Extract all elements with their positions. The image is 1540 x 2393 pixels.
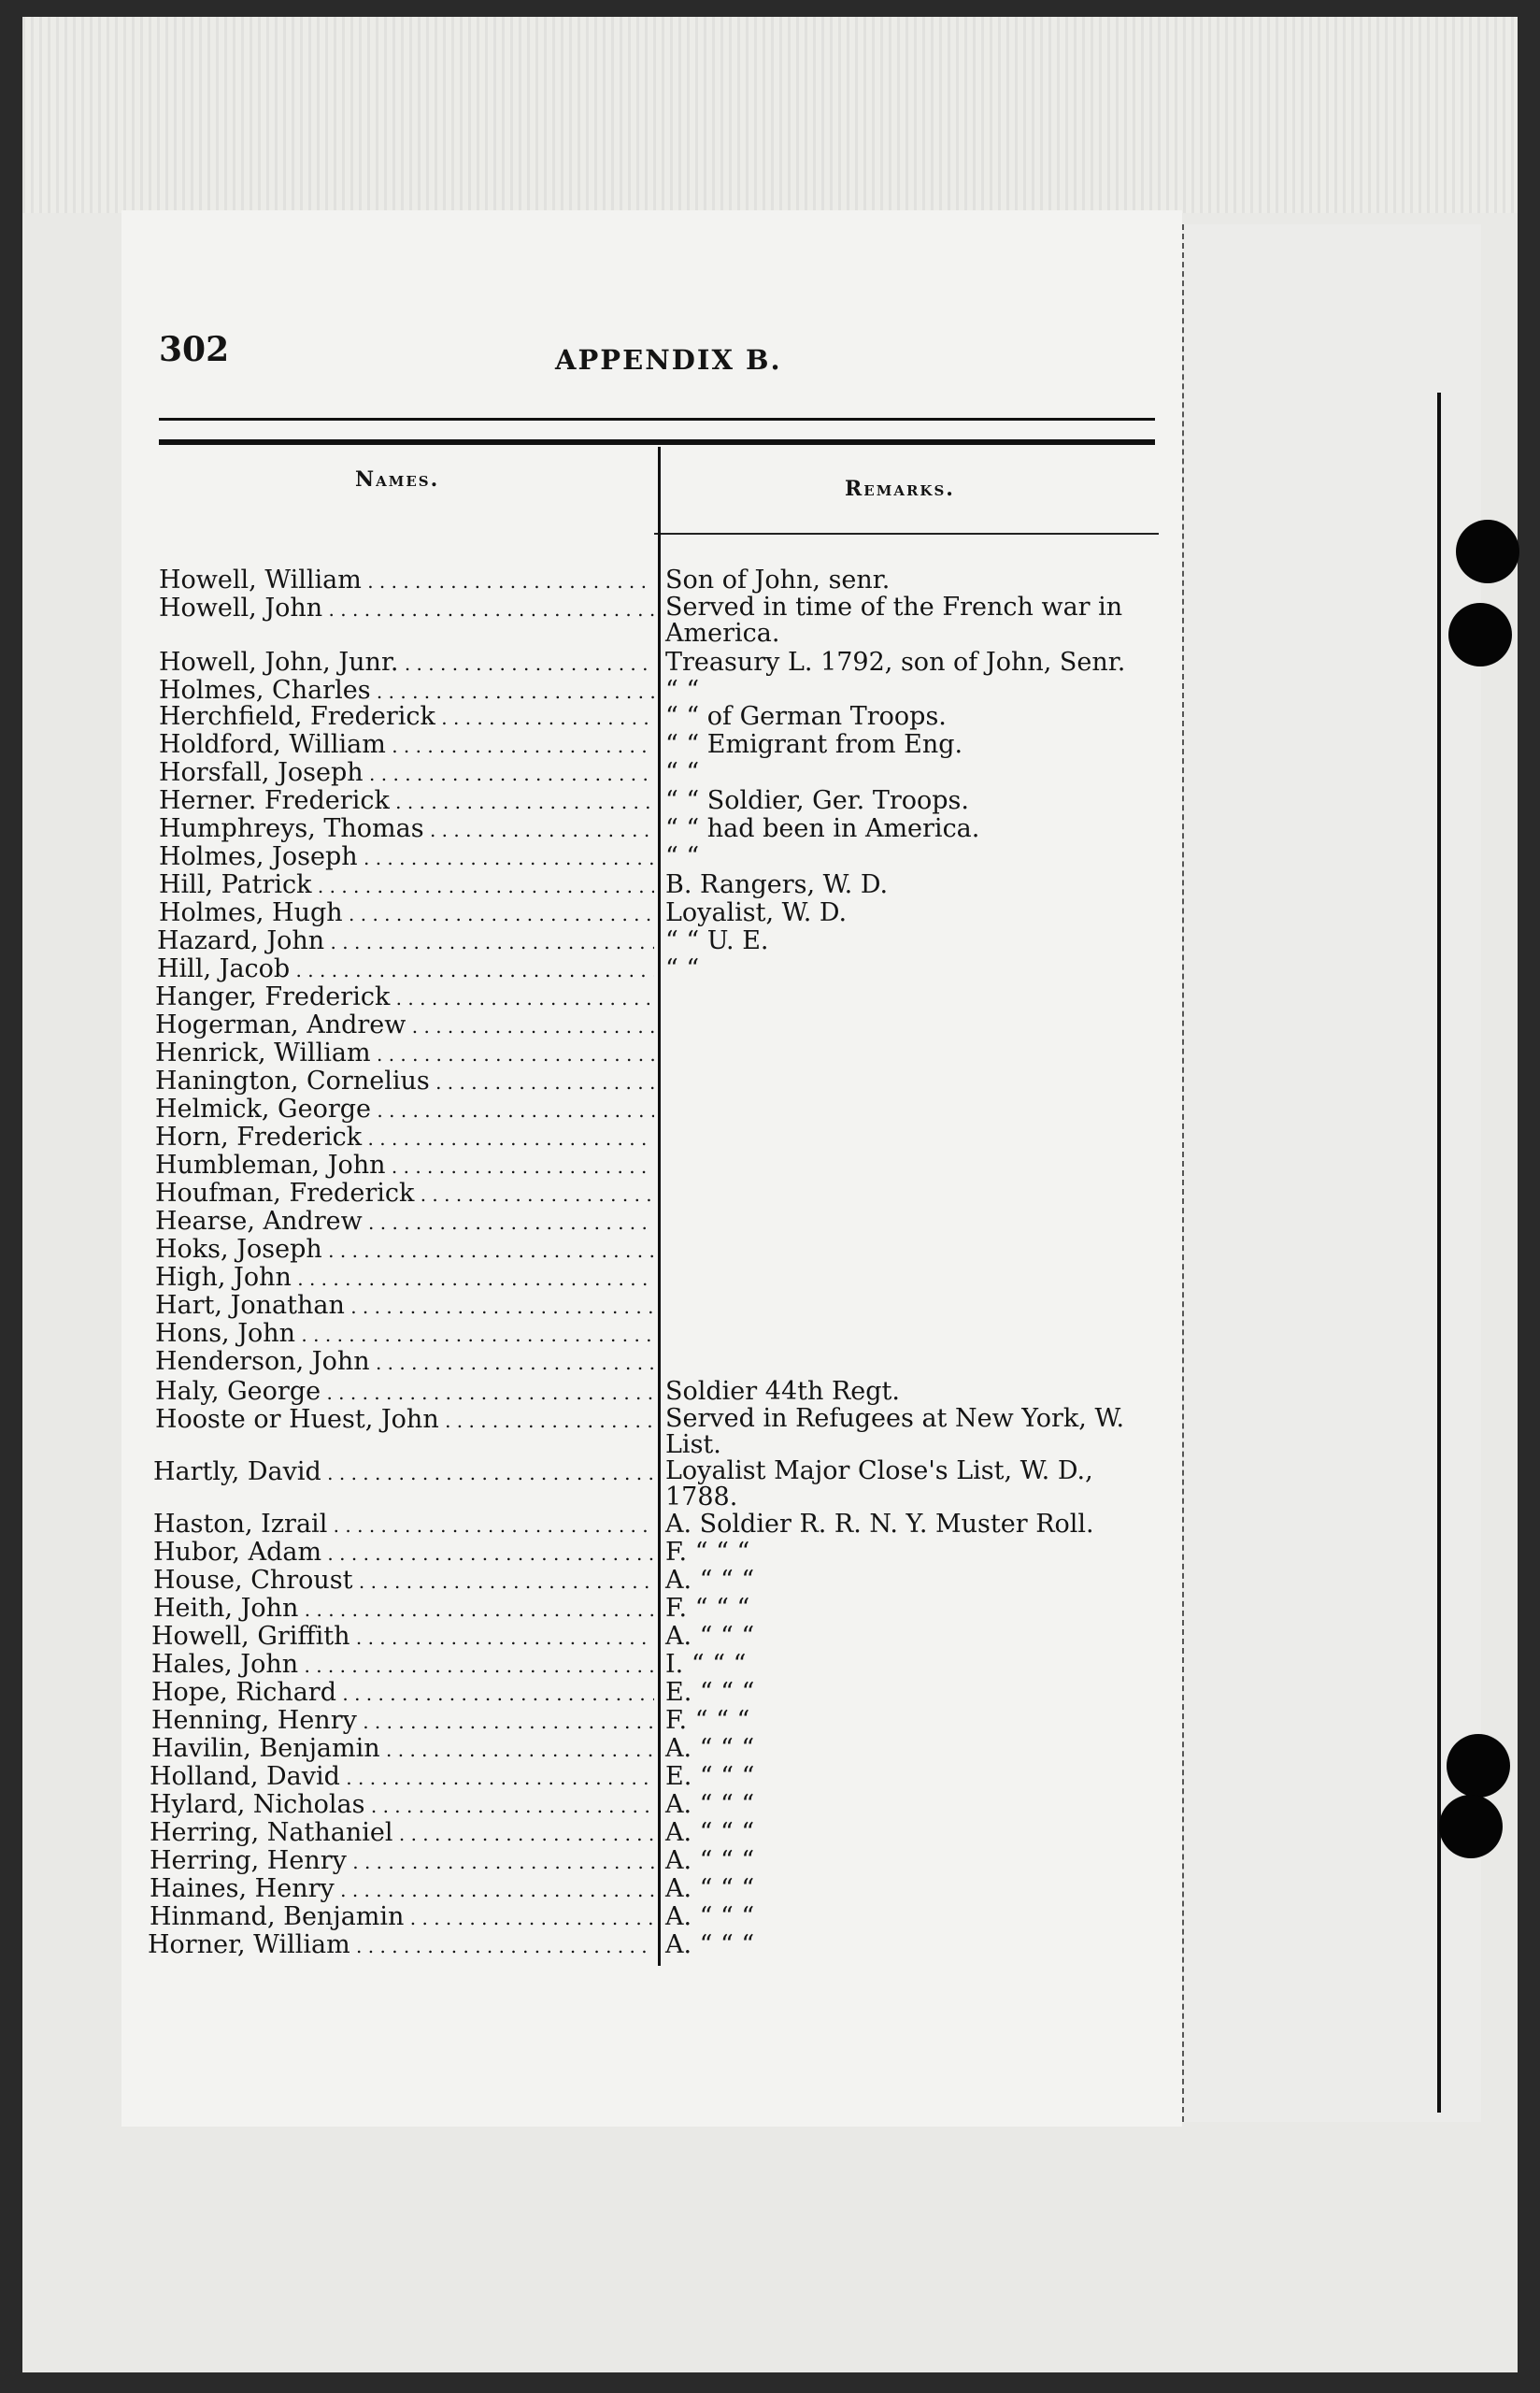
- row-name: Hooste or Huest, John . . .: [155, 1406, 654, 1435]
- row-remark: “ “ of German Troops.: [665, 702, 947, 731]
- row-remark: “ “ U. E.: [665, 926, 769, 955]
- row-name: Hanington, Cornelius . . .: [155, 1068, 654, 1096]
- row-remark: Treasury L. 1792, son of John, Senr.: [665, 648, 1126, 677]
- row-remark: B. Rangers, W. D.: [665, 870, 889, 899]
- row-name: Holmes, Joseph . . .: [159, 843, 654, 872]
- row-remark: A. “ “ “: [665, 1734, 755, 1763]
- row-name: Houfman, Frederick . . .: [155, 1180, 654, 1209]
- row-name: House, Chroust . . .: [153, 1567, 654, 1596]
- column-header-remarks: Remarks.: [845, 477, 955, 501]
- row-name: Henderson, John . . .: [155, 1348, 654, 1377]
- row-remark: A. “ “ “: [665, 1874, 755, 1903]
- header-rule-thick: [159, 439, 1155, 445]
- row-name: Hubor, Adam . . .: [153, 1539, 654, 1568]
- row-remark: Loyalist, W. D.: [665, 898, 848, 927]
- row-name: Humphreys, Thomas . . .: [159, 815, 654, 844]
- row-remark: A. “ “ “: [665, 1846, 755, 1875]
- row-name: Howell, John . . .: [159, 595, 654, 623]
- running-head: APPENDIX B.: [555, 344, 782, 376]
- row-name: Hart, Jonathan . . .: [155, 1292, 654, 1321]
- row-name: Horn, Frederick . . .: [155, 1124, 654, 1153]
- row-name: Hazard, John . . .: [157, 927, 654, 956]
- row-name: Howell, William . . .: [159, 566, 654, 595]
- row-name: Hogerman, Andrew . . .: [155, 1011, 654, 1040]
- punch-hole: [1456, 520, 1519, 583]
- row-name: Holdford, William . . .: [159, 731, 654, 760]
- row-remark: “ “ had been in America.: [665, 814, 980, 843]
- punch-hole: [1439, 1795, 1503, 1858]
- row-remark: Served in time of the French war in America.: [665, 593, 1123, 648]
- column-divider: [658, 447, 661, 1966]
- row-name: Henning, Henry . . .: [151, 1707, 654, 1736]
- row-name: Heith, John . . .: [153, 1595, 654, 1624]
- row-name: Holland, David . . .: [150, 1763, 654, 1792]
- row-name: Hartly, David . . .: [153, 1458, 654, 1487]
- row-remark: I. “ “ “: [665, 1650, 747, 1679]
- row-name: Havilin, Benjamin . . .: [151, 1735, 654, 1764]
- row-name: Helmick, George . . .: [155, 1096, 654, 1125]
- row-remark: F. “ “ “: [665, 1538, 750, 1567]
- row-name: Holmes, Charles . . .: [159, 677, 654, 706]
- row-name: Howell, John, Junr. . . .: [159, 649, 654, 678]
- row-remark: A. “ “ “: [665, 1790, 755, 1819]
- row-remark: “ “ Emigrant from Eng.: [665, 730, 963, 759]
- row-name: Hanger, Frederick . . .: [155, 983, 654, 1012]
- row-remark: A. “ “ “: [665, 1902, 755, 1931]
- row-name: Herring, Nathaniel . . .: [150, 1819, 654, 1848]
- row-remark: Soldier 44th Regt.: [665, 1377, 900, 1406]
- row-name: Haines, Henry . . .: [150, 1875, 654, 1904]
- page-number: 302: [159, 330, 230, 369]
- row-remark: A. “ “ “: [665, 1818, 755, 1847]
- row-name: Herner. Frederick . . .: [159, 787, 654, 816]
- row-remark: A. Soldier R. R. N. Y. Muster Roll.: [665, 1510, 1094, 1539]
- row-name: Hearse, Andrew . . .: [155, 1208, 654, 1237]
- row-name: Haly, George . . .: [155, 1378, 654, 1407]
- row-remark: Son of John, senr.: [665, 566, 891, 595]
- row-name: Haston, Izrail . . .: [153, 1511, 654, 1540]
- row-name: Hylard, Nicholas . . .: [150, 1791, 654, 1820]
- row-name: Holmes, Hugh . . .: [159, 899, 654, 928]
- row-remark: Served in Refugees at New York, W. List.: [665, 1404, 1125, 1459]
- header-rule: [159, 418, 1155, 421]
- row-remark: F. “ “ “: [665, 1594, 750, 1623]
- column-header-rule: [654, 533, 1159, 535]
- row-remark: F. “ “ “: [665, 1706, 750, 1735]
- row-remark: “ “: [665, 954, 700, 983]
- row-name: Hope, Richard . . .: [151, 1679, 654, 1708]
- scan-noise: [22, 17, 1518, 213]
- row-remark: A. “ “ “: [665, 1930, 755, 1959]
- row-remark: “ “: [665, 758, 700, 787]
- row-name: Hons, John . . .: [155, 1320, 654, 1349]
- row-remark: E. “ “ “: [665, 1762, 755, 1791]
- row-name: High, John . . .: [155, 1264, 654, 1293]
- punch-hole: [1447, 1734, 1510, 1798]
- row-remark: “ “ Soldier, Ger. Troops.: [665, 786, 969, 815]
- row-name: Howell, Griffith . . .: [151, 1623, 654, 1652]
- row-name: Hales, John . . .: [151, 1651, 654, 1680]
- row-name: Hoks, Joseph . . .: [155, 1236, 654, 1265]
- row-remark: “ “: [665, 842, 700, 871]
- column-header-names: Names.: [355, 467, 440, 492]
- row-name: Hinmand, Benjamin . . .: [150, 1903, 654, 1932]
- row-remark: Loyalist Major Close's List, W. D., 1788.: [665, 1456, 1093, 1512]
- row-name: Horsfall, Joseph . . .: [159, 759, 654, 788]
- row-name: Henrick, William . . .: [155, 1039, 654, 1068]
- row-name: Hill, Patrick . . .: [159, 871, 654, 900]
- punch-hole: [1448, 603, 1512, 666]
- row-name: Humbleman, John . . .: [155, 1152, 654, 1181]
- row-remark: A. “ “ “: [665, 1566, 755, 1595]
- row-remark: “ “: [665, 676, 700, 705]
- row-name: Herring, Henry . . .: [150, 1847, 654, 1876]
- margin-strip: [1182, 224, 1481, 2122]
- row-name: Horner, William . . .: [148, 1931, 654, 1960]
- row-remark: E. “ “ “: [665, 1678, 755, 1707]
- row-remark: A. “ “ “: [665, 1622, 755, 1651]
- row-name: Herchfield, Frederick . . .: [159, 703, 654, 732]
- row-name: Hill, Jacob . . .: [157, 955, 654, 984]
- page-edge: [1437, 393, 1441, 2113]
